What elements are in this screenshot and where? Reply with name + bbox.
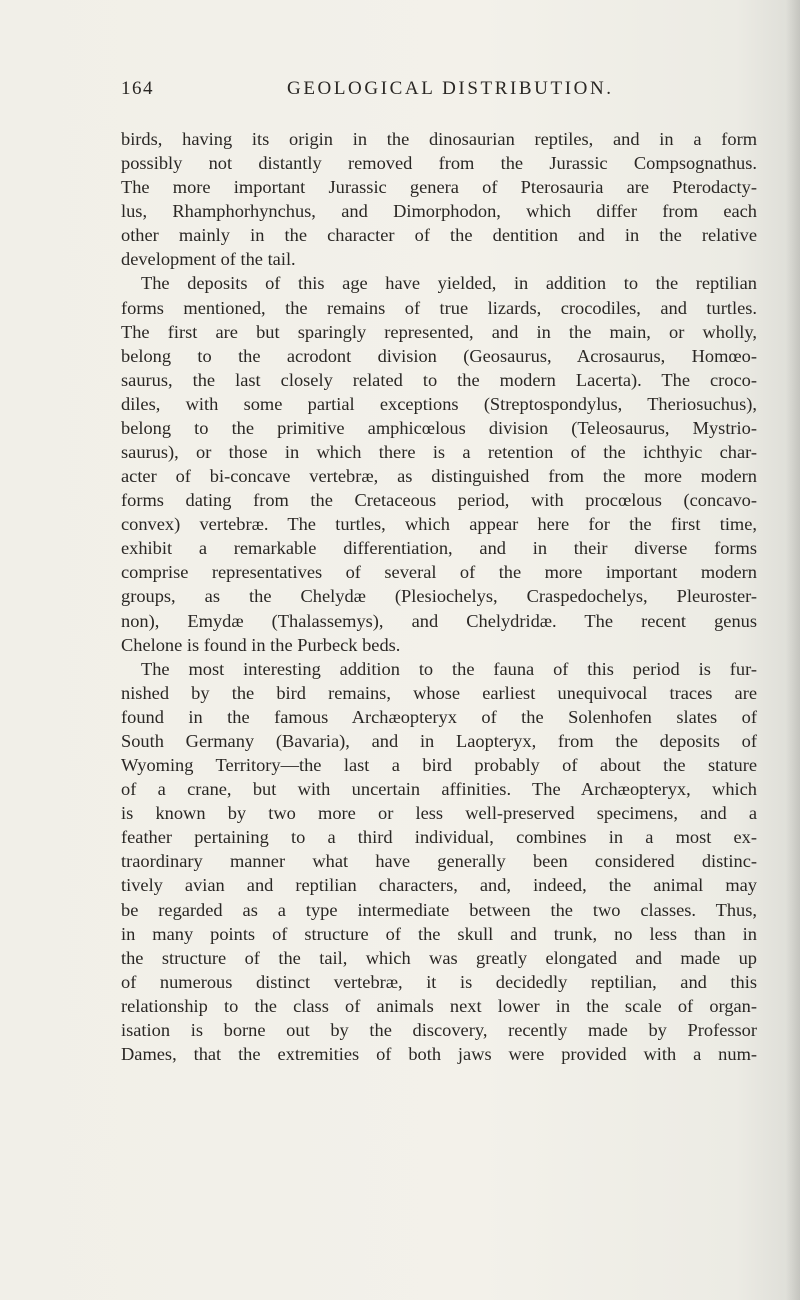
running-title: GEOLOGICAL DISTRIBUTION. <box>287 78 614 99</box>
text-line: found in the famous Archæopteryx of the Solenhofen slates of <box>121 706 757 727</box>
text-line: belong to the acrodont division (Geosaurus, Acrosaurus, Homœo- <box>121 345 757 366</box>
text-line: saurus), or those in which there is a retention of the ichthyic char- <box>121 442 757 463</box>
text-line: The first are but sparingly represented, and in the main, or wholly, <box>121 321 757 342</box>
text-line: possibly not distantly removed from the Jurassic Compsognathus. <box>121 153 757 174</box>
text-line: of numerous distinct vertebræ, it is decidedly reptilian, and this <box>121 971 757 992</box>
text-line: comprise representatives of several of the more important modern <box>121 562 757 583</box>
text-line: Chelone is found in the Purbeck beds. <box>121 634 401 655</box>
text-line: The more important Jurassic genera of Pterosauria are Pterodacty- <box>121 177 757 198</box>
text-line: lus, Rhamphorhynchus, and Dimorphodon, which differ from each <box>121 201 757 222</box>
text-line: nished by the bird remains, whose earliest unequivocal traces are <box>121 682 757 703</box>
text-line: groups, as the Chelydæ (Plesiochelys, Craspedochelys, Pleuroster- <box>121 586 757 607</box>
text-line: other mainly in the character of the dentition and in the relative <box>121 225 757 246</box>
text-line: the structure of the tail, which was greatly elongated and made up <box>121 947 757 968</box>
text-line: non), Emydæ (Thalassemys), and Chelydridæ. The recent genus <box>121 610 757 631</box>
text-line: isation is borne out by the discovery, recently made by Professor <box>121 1019 757 1040</box>
text-line: convex) vertebræ. The turtles, which appear here for the first time, <box>121 514 757 535</box>
text-line: The deposits of this age have yielded, in addition to the reptilian <box>141 273 757 294</box>
text-line: Wyoming Territory—the last a bird probably of about the stature <box>121 755 757 776</box>
body-text <box>121 127 757 1066</box>
text-line: of a crane, but with uncertain affinities. The Archæopteryx, which <box>121 779 757 800</box>
text-line: The most interesting addition to the fauna of this period is fur- <box>141 658 757 679</box>
text-line: development of the tail. <box>121 249 296 270</box>
text-line: relationship to the class of animals next lower in the scale of organ- <box>121 995 757 1016</box>
text-line: exhibit a remarkable differentiation, and in their diverse forms <box>121 538 757 559</box>
text-line: is known by two more or less well-preserved specimens, and a <box>121 803 757 824</box>
text-line: feather pertaining to a third individual, combines in a most ex- <box>121 827 757 848</box>
text-line: forms mentioned, the remains of true lizards, crocodiles, and turtles. <box>121 297 757 318</box>
text-line: Dames, that the extremities of both jaws were provided with a num- <box>121 1043 757 1064</box>
text-line: diles, with some partial exceptions (Streptospondylus, Theriosuchus), <box>121 393 757 414</box>
text-line: saurus, the last closely related to the modern Lacerta). The croco- <box>121 369 757 390</box>
text-line: birds, having its origin in the dinosaurian reptiles, and in a form <box>121 129 757 149</box>
running-head <box>121 78 741 108</box>
page-number: 164 <box>121 78 154 99</box>
text-line: be regarded as a type intermediate between the two classes. Thus, <box>121 899 757 920</box>
page-edge-shadow <box>786 0 800 1300</box>
text-line: tively avian and reptilian characters, and, indeed, the animal may <box>121 875 757 896</box>
text-line: in many points of structure of the skull and trunk, no less than in <box>121 923 757 944</box>
text-line: South Germany (Bavaria), and in Laopteryx, from the deposits of <box>121 730 757 751</box>
text-line: acter of bi-concave vertebræ, as distinguished from the more modern <box>121 466 757 487</box>
text-line: traordinary manner what have generally been considered distinc- <box>121 851 757 872</box>
text-line: belong to the primitive amphicœlous division (Teleosaurus, Mystrio- <box>121 417 757 438</box>
text-line: forms dating from the Cretaceous period, with procœlous (concavo- <box>121 490 757 511</box>
